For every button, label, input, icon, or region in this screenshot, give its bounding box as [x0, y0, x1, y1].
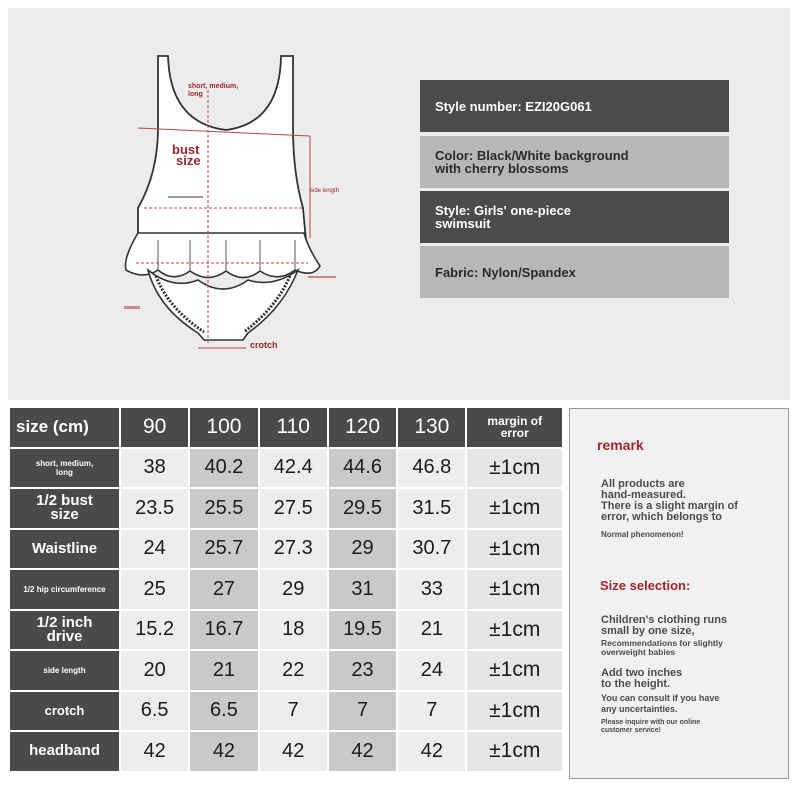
size-table: [8, 406, 564, 773]
margin-of-error-cell: ±1cm: [467, 570, 562, 609]
table-row: [10, 732, 562, 771]
product-diagram-panel: [8, 8, 790, 400]
size-value-cell: 21: [190, 651, 257, 690]
size-value-cell: 42.4: [260, 449, 327, 488]
table-row: [10, 449, 562, 488]
size-value-cell: 24: [398, 651, 465, 690]
margin-of-error-cell: ±1cm: [467, 651, 562, 690]
margin-of-error-cell: ±1cm: [467, 611, 562, 650]
remark-runs-small: Children's clothing runs small by one size,: [601, 614, 728, 637]
fabric-box: [420, 246, 729, 298]
size-value-cell: 27.5: [260, 489, 327, 528]
header-size-label: size (cm): [10, 408, 119, 447]
remark-overweight: Recommendations for slightly overweight babies: [601, 638, 723, 657]
faint-mark: [168, 196, 203, 198]
header-size-100: 100: [190, 408, 257, 447]
size-value-cell: 23.5: [121, 489, 188, 528]
size-value-cell: 25: [121, 570, 188, 609]
swimsuit-briefs: [148, 270, 298, 340]
header-size-110: 110: [260, 408, 327, 447]
row-label-text: short, medium, long: [35, 458, 94, 477]
row-label-text: 1/2 bust size: [36, 492, 93, 524]
size-value-cell: 18: [260, 611, 327, 650]
table-row: [10, 570, 562, 609]
size-value-cell: 25.7: [190, 530, 257, 569]
margin-of-error-cell: ±1cm: [467, 530, 562, 569]
header-size-90: 90: [121, 408, 188, 447]
size-value-cell: 31: [329, 570, 396, 609]
remark-panel: [569, 408, 789, 779]
header-size-130: 130: [398, 408, 465, 447]
faint-mark: [124, 306, 140, 309]
remark-hand-measured: All products are hand-measured. There is a slight margin of error, which belongs to: [601, 478, 738, 523]
row-label: [10, 692, 119, 731]
swimsuit-ruffle: [126, 233, 321, 278]
size-value-cell: 27: [190, 570, 257, 609]
row-label: [10, 449, 119, 488]
size-value-cell: 42: [121, 732, 188, 771]
style-number-text: Style number: EZI20G061: [435, 98, 592, 114]
size-value-cell: 44.6: [329, 449, 396, 488]
margin-of-error-cell: ±1cm: [467, 692, 562, 731]
size-value-cell: 40.2: [190, 449, 257, 488]
size-value-cell: 42: [398, 732, 465, 771]
size-value-cell: 33: [398, 570, 465, 609]
label-length: short, medium, long: [188, 83, 239, 98]
size-value-cell: 46.8: [398, 449, 465, 488]
size-value-cell: 7: [398, 692, 465, 731]
label-bust: bust size: [172, 142, 201, 168]
size-value-cell: 15.2: [121, 611, 188, 650]
table-row: [10, 611, 562, 650]
row-label: [10, 611, 119, 650]
size-value-cell: 42: [329, 732, 396, 771]
label-crotch: crotch: [250, 340, 278, 350]
size-value-cell: 31.5: [398, 489, 465, 528]
remark-title: remark: [597, 437, 644, 453]
size-value-cell: 38: [121, 449, 188, 488]
label-side-length: side length: [310, 188, 340, 194]
size-value-cell: 42: [190, 732, 257, 771]
remark-consult: You can consult if you have any uncertainties.: [601, 693, 720, 714]
table-row: [10, 530, 562, 569]
size-value-cell: 25.5: [190, 489, 257, 528]
faint-mark: [308, 276, 336, 278]
size-value-cell: 22: [260, 651, 327, 690]
size-value-cell: 27.3: [260, 530, 327, 569]
size-value-cell: 6.5: [190, 692, 257, 731]
size-value-cell: 7: [260, 692, 327, 731]
row-label: [10, 489, 119, 528]
margin-of-error-cell: ±1cm: [467, 732, 562, 771]
size-value-cell: 16.7: [190, 611, 257, 650]
style-box: [420, 191, 729, 243]
size-selection-title: Size selection:: [600, 578, 691, 593]
size-value-cell: 21: [398, 611, 465, 650]
row-label: [10, 530, 119, 569]
margin-of-error-cell: ±1cm: [467, 489, 562, 528]
remark-add-inches: Add two inches to the height.: [601, 667, 683, 690]
table-row: [10, 489, 562, 528]
size-value-cell: 19.5: [329, 611, 396, 650]
row-label: [10, 651, 119, 690]
header-size-120: 120: [329, 408, 396, 447]
row-label: [10, 570, 119, 609]
size-value-cell: 29: [260, 570, 327, 609]
size-value-cell: 7: [329, 692, 396, 731]
row-label-text: crotch: [44, 702, 85, 718]
swimsuit-diagram: [8, 8, 408, 400]
remark-normal: Normal phenomenon!: [601, 530, 684, 539]
row-label: [10, 732, 119, 771]
row-label-text: headband: [29, 742, 100, 760]
style-number-box: [420, 80, 729, 132]
color-text: Color: Black/White background with cherry blossoms: [435, 148, 629, 176]
margin-of-error-cell: ±1cm: [467, 449, 562, 488]
size-value-cell: 29.5: [329, 489, 396, 528]
row-label-text: 1/2 inch drive: [36, 613, 93, 645]
table-row: [10, 651, 562, 690]
size-table-wrap: [10, 408, 564, 772]
remark-customer-service: Please inquire with our online customer service!: [601, 719, 701, 734]
size-value-cell: 23: [329, 651, 396, 690]
size-value-cell: 20: [121, 651, 188, 690]
size-value-cell: 29: [329, 530, 396, 569]
row-label-text: Waistline: [31, 539, 98, 557]
row-label-text: side length: [43, 665, 86, 675]
color-box: [420, 136, 729, 188]
size-value-cell: 24: [121, 530, 188, 569]
size-table-header-row: [10, 408, 562, 447]
size-value-cell: 6.5: [121, 692, 188, 731]
fabric-text: Fabric: Nylon/Spandex: [435, 264, 576, 280]
table-row: [10, 692, 562, 731]
header-margin-of-error: margin of error: [467, 408, 562, 447]
size-value-cell: 42: [260, 732, 327, 771]
row-label-text: 1/2 hip circumference: [23, 584, 106, 594]
style-text: Style: Girls' one-piece swimsuit: [435, 203, 572, 231]
size-value-cell: 30.7: [398, 530, 465, 569]
